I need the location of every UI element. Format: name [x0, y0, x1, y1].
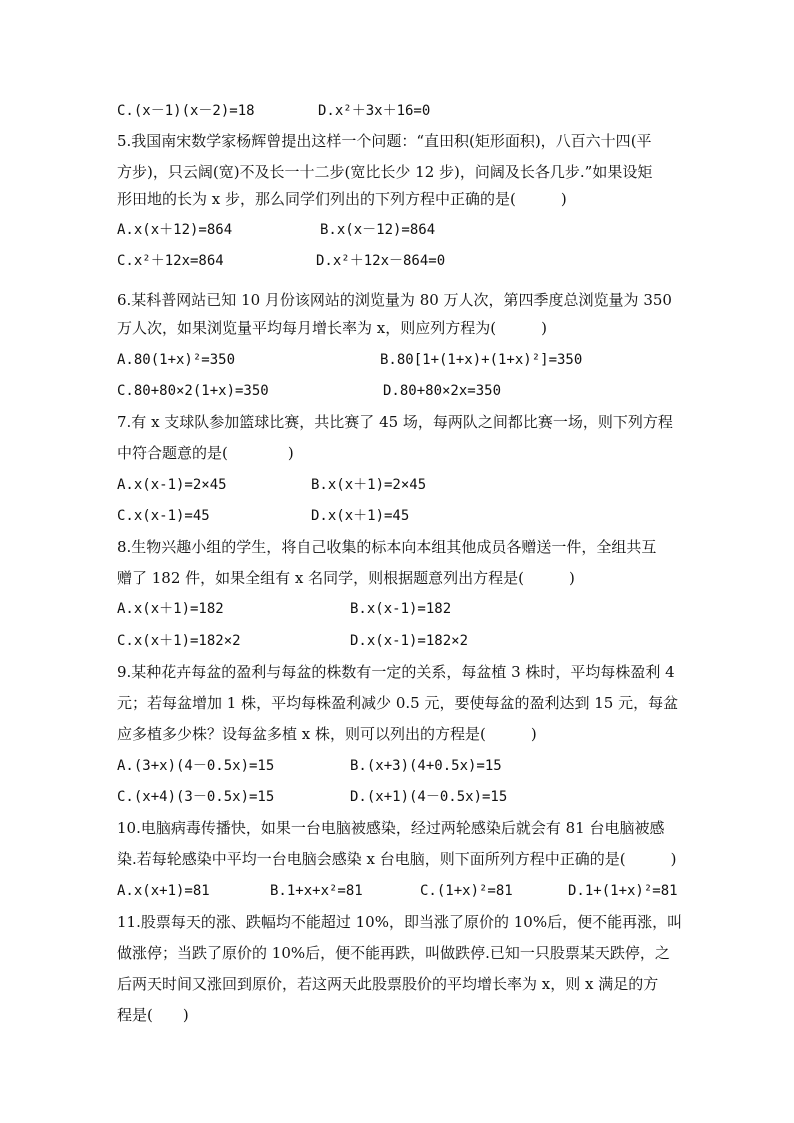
- q7-option-a: A.x(x-1)=2×45: [117, 477, 227, 493]
- q9-option-d: D.(x+1)(4－0.5x)=15: [350, 789, 508, 805]
- q10-option-b: B.1+x+x²=81: [270, 883, 363, 899]
- q11-stem-line-1: 11.股票每天的涨、跌幅均不能超过 10%，即当涨了原价的 10%后，便不能再涨，叫: [117, 913, 683, 931]
- q10-option-a: A.x(x+1)=81: [117, 883, 210, 899]
- q11-stem-line-4: 程是( ): [117, 1006, 189, 1024]
- q9-option-c: C.(x+4)(3－0.5x)=15: [117, 789, 275, 805]
- q4-option-d: D.x²＋3x＋16=0: [318, 103, 431, 119]
- q6-option-b: B.80[1+(1+x)+(1+x)²]=350: [380, 352, 583, 368]
- q9-stem-line-3: 应多植多少株？设每盆多植 x 株，则可以列出的方程是( ): [117, 725, 537, 743]
- q11-stem-line-3: 后两天时间又涨回到原价，若这两天此股票股价的平均增长率为 x，则 x 满足的方: [117, 975, 659, 993]
- q10-stem-line-1: 10.电脑病毒传播快，如果一台电脑被感染，经过两轮感染后就会有 81 台电脑被感: [117, 819, 665, 837]
- q7-option-d: D.x(x＋1)=45: [311, 508, 410, 524]
- q5-option-b: B.x(x－12)=864: [320, 222, 436, 238]
- q5-stem-line-1: 5.我国南宋数学家杨辉曾提出这样一个问题：“直田积(矩形面积)，八百六十四(平: [117, 132, 652, 150]
- q6-option-a: A.80(1+x)²=350: [117, 352, 236, 368]
- q5-option-c: C.x²＋12x=864: [117, 253, 224, 269]
- q11-stem-line-2: 做涨停；当跌了原价的 10%后，便不能再跌，叫做跌停.已知一只股票某天跌停，之: [117, 944, 670, 962]
- q5-stem-line-2: 方步)，只云阔(宽)不及长一十二步(宽比长少 12 步)，问阔及长各几步.”如果设矩: [117, 163, 653, 181]
- q8-stem-line-2: 赠了 182 件，如果全组有 x 名同学，则根据题意列出方程是( ): [117, 569, 575, 587]
- q4-option-c: C.(x－1)(x－2)=18: [117, 103, 255, 119]
- q8-option-a: A.x(x＋1)=182: [117, 601, 224, 617]
- q9-stem-line-2: 元；若每盆增加 1 株，平均每株盈利减少 0.5 元，要使每盆的盈利达到 15 元，每盆: [117, 694, 679, 712]
- q9-stem-line-1: 9.某种花卉每盆的盈利与每盆的株数有一定的关系，每盆植 3 株时，平均每株盈利 4: [117, 663, 675, 681]
- q6-option-d: D.80+80×2x=350: [383, 383, 502, 399]
- q8-option-b: B.x(x-1)=182: [350, 601, 452, 617]
- q6-stem-line-2: 万人次，如果浏览量平均每月增长率为 x，则应列方程为( ): [117, 319, 547, 337]
- q10-option-c: C.(1+x)²=81: [420, 883, 513, 899]
- q8-stem-line-1: 8.生物兴趣小组的学生，将自己收集的标本向本组其他成员各赠送一件，全组共互: [117, 538, 657, 556]
- q10-option-d: D.1+(1+x)²=81: [568, 883, 678, 899]
- q9-option-a: A.(3+x)(4－0.5x)=15: [117, 758, 275, 774]
- q8-option-c: C.x(x＋1)=182×2: [117, 633, 241, 649]
- q7-option-c: C.x(x-1)=45: [117, 508, 210, 524]
- q5-option-d: D.x²＋12x－864=0: [316, 253, 446, 269]
- q9-option-b: B.(x+3)(4+0.5x)=15: [350, 758, 502, 774]
- q6-stem-line-1: 6.某科普网站已知 10 月份该网站的浏览量为 80 万人次，第四季度总浏览量为 350: [117, 291, 672, 309]
- q7-stem-line-1: 7.有 x 支球队参加篮球比赛，共比赛了 45 场，每两队之间都比赛一场，则下列方程: [117, 413, 673, 431]
- q8-option-d: D.x(x-1)=182×2: [350, 633, 469, 649]
- q10-stem-line-2: 染.若每轮感染中平均一台电脑会感染 x 台电脑，则下面所列方程中正确的是( ): [117, 850, 677, 868]
- q5-option-a: A.x(x＋12)=864: [117, 222, 233, 238]
- q7-option-b: B.x(x＋1)=2×45: [311, 477, 427, 493]
- q6-option-c: C.80+80×2(1+x)=350: [117, 383, 269, 399]
- q5-stem-line-3: 形田地的长为 x 步，那么同学们列出的下列方程中正确的是( ): [117, 190, 567, 208]
- q7-stem-line-2: 中符合题意的是( ): [117, 444, 294, 462]
